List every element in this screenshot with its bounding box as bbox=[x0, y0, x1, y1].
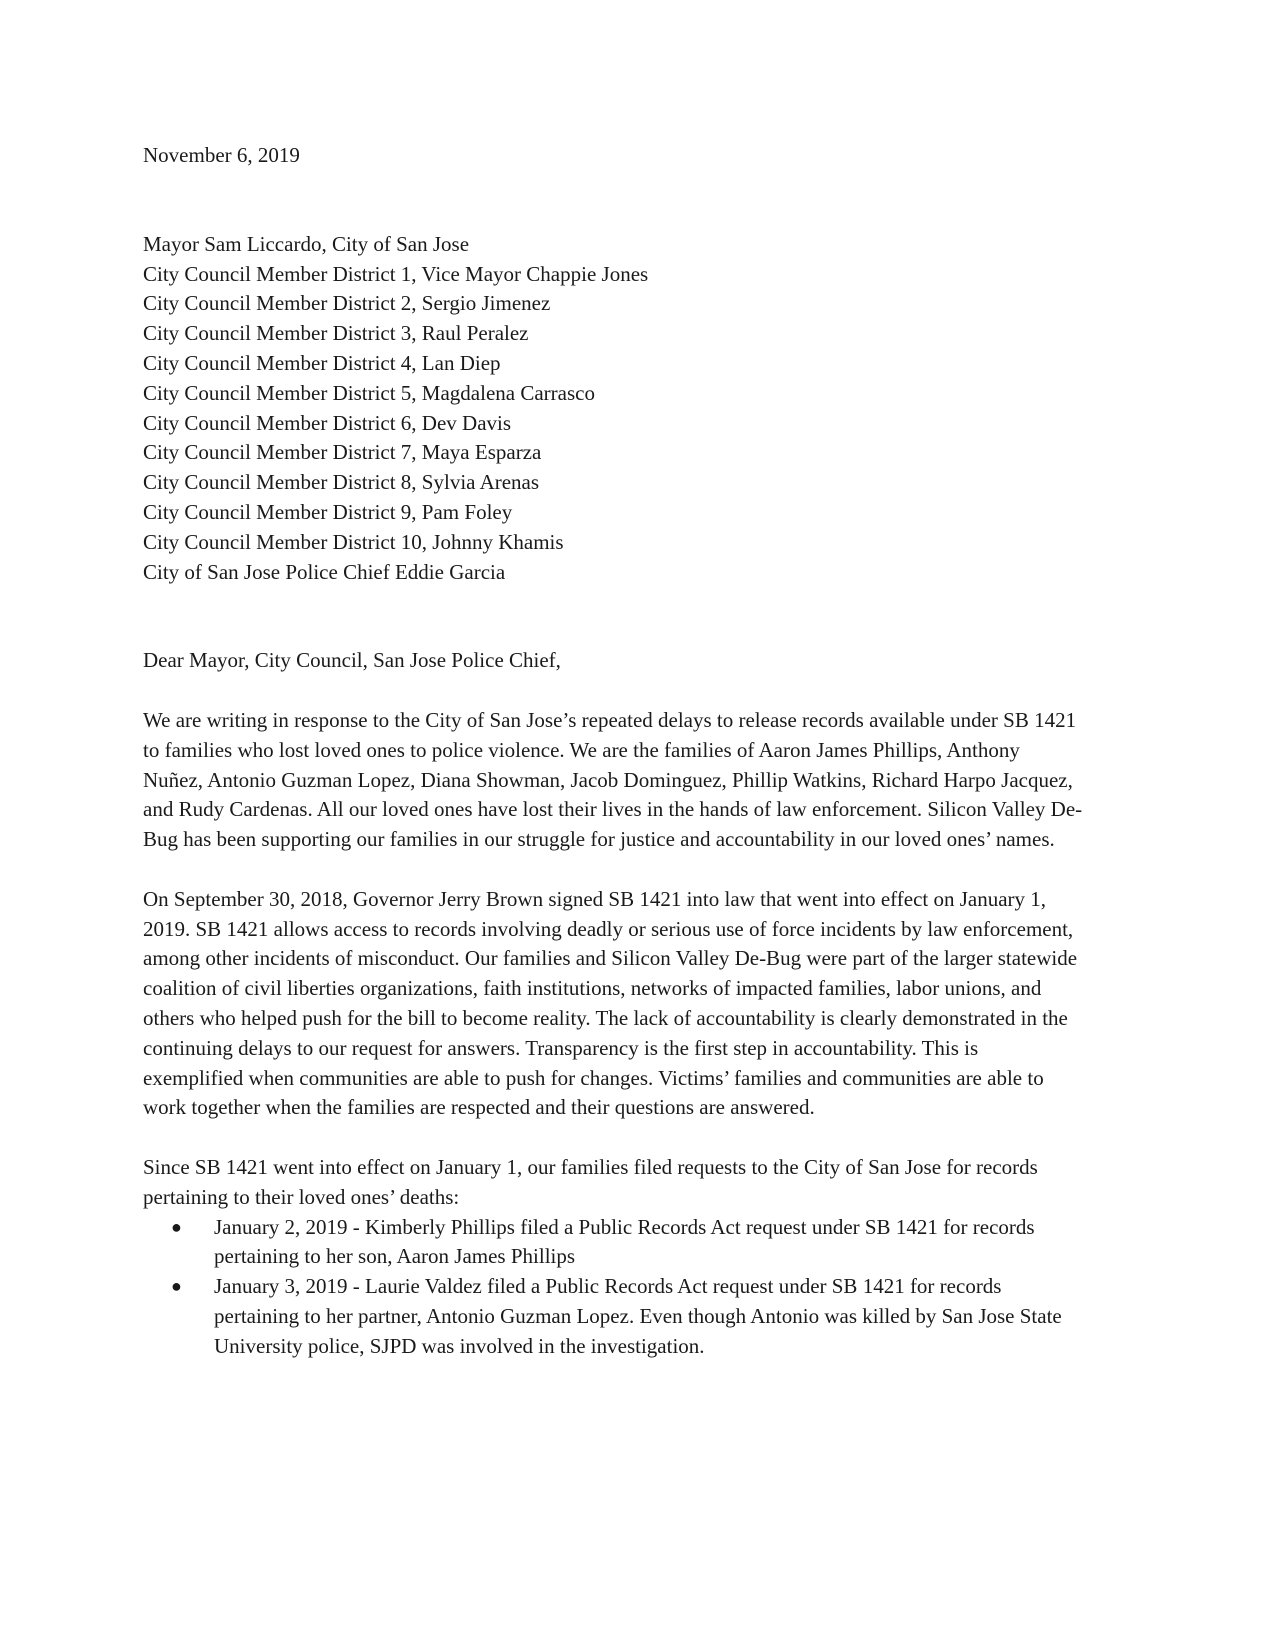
recipient-line: City Council Member District 3, Raul Peralez bbox=[143, 321, 529, 346]
recipient-line: City Council Member District 2, Sergio Jimenez bbox=[143, 291, 551, 316]
recipient-list bbox=[143, 230, 1083, 588]
letter-date: November 6, 2019 bbox=[143, 143, 300, 167]
paragraph-requests-intro: Since SB 1421 went into effect on January 1, our families filed requests to the City of San Jose for records pertaining to their loved ones’ deaths: bbox=[143, 1154, 1038, 1209]
request-list bbox=[143, 1213, 1083, 1362]
recipient-line: Mayor Sam Liccardo, City of San Jose bbox=[143, 231, 470, 256]
recipient-line: City Council Member District 10, Johnny Khamis bbox=[143, 529, 564, 554]
recipient-line: City Council Member District 1, Vice Mayor Chappie Jones bbox=[143, 261, 649, 286]
list-item-text: January 2, 2019 - Kimberly Phillips filed a Public Records Act request under SB 1421 for records pertaining to her son, Aaron James Phillips bbox=[214, 1214, 1035, 1269]
recipient-line: City of San Jose Police Chief Eddie Garcia bbox=[143, 559, 506, 584]
paragraph-sb1421-background: On September 30, 2018, Governor Jerry Brown signed SB 1421 into law that went into effect on January 1, 2019. SB 1421 allows access to records involving deadly or serious use of force incidents by law enforcement, among other incidents of misconduct. Our families and Silicon Valley De-Bug were part of the larger statewide coalition of civil liberties organizations, faith institutions, networks of impacted families, labor unions, and others who helped push for the bill to become reality. The lack of accountability is clearly demonstrated in the continuing delays to our request for answers. Transparency is the first step in accountability. This is exemplified when communities are able to push for changes. Victims’ families and communities are able to work together when the families are respected and their questions are answered. bbox=[143, 886, 1078, 1120]
recipient-line: City Council Member District 6, Dev Davis bbox=[143, 410, 512, 435]
recipient-line: City Council Member District 7, Maya Esparza bbox=[143, 440, 542, 465]
paragraph-intro: We are writing in response to the City of San Jose’s repeated delays to release records available under SB 1421 to families who lost loved ones to police violence. We are the families of Aaron James Phillips, Anthony Nuñez, Antonio Guzman Lopez, Diana Showman, Jacob Dominguez, Phillip Watkins, Richard Harpo Jacquez, and Rudy Cardenas. All our loved ones have lost their lives in the hands of law enforcement. Silicon Valley De-Bug has been supporting our families in our struggle for justice and accountability in our loved ones’ names. bbox=[143, 707, 1083, 852]
recipient-line: City Council Member District 5, Magdalena Carrasco bbox=[143, 380, 595, 405]
recipient-line: City Council Member District 9, Pam Foley bbox=[143, 499, 513, 524]
letter-body bbox=[143, 141, 1083, 1361]
list-item bbox=[143, 1213, 1083, 1273]
bullet-icon: ● bbox=[171, 1216, 182, 1237]
bullet-icon: ● bbox=[171, 1276, 182, 1297]
recipient-line: City Council Member District 4, Lan Diep bbox=[143, 350, 501, 375]
salutation: Dear Mayor, City Council, San Jose Police Chief, bbox=[143, 648, 561, 673]
list-item-text: January 3, 2019 - Laurie Valdez filed a Public Records Act request under SB 1421 for records pertaining to her partner, Antonio Guzman Lopez. Even though Antonio was killed by San Jose State University police, SJPD was involved in the investigation. bbox=[214, 1274, 1062, 1358]
list-item bbox=[143, 1272, 1083, 1361]
recipient-line: City Council Member District 8, Sylvia Arenas bbox=[143, 470, 540, 495]
